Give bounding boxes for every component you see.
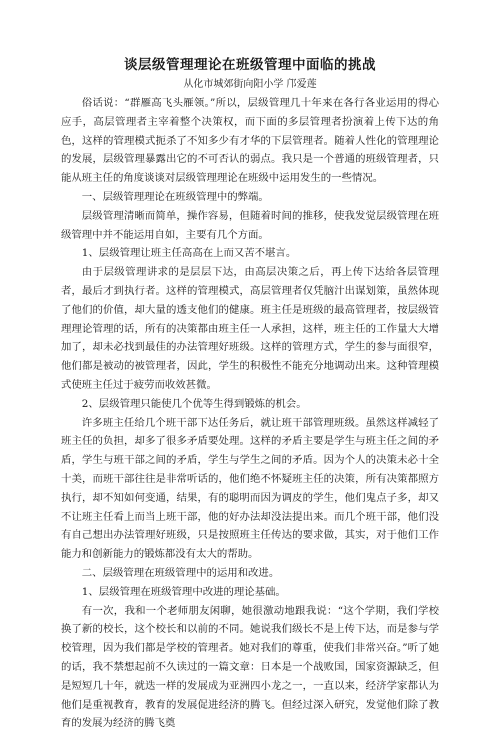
paragraph: 许多班主任给几个班干部下达任务后，就让班干部管理班级。虽然这样减轻了班主任的负担，却多了很多矛盾要处理。这样的矛盾主要是学生与班主任之间的矛盾，学生与班干部之间的矛盾，学生与学生之间的矛盾。因为个人的决策未必十全十美，而班干部往往是非常听话的，他们绝不怀疑班主任的决策，所有决策都照方执行，却不知如何变通，结果，有的聪明而因为调皮的学生，他们鬼点子多，却又不让班主任看上而当上班干部，他的好办法却没法提出来。而几个班干部，他们没有自己想出办法管理好班级，只是按照班主任传达的要求做，其实，对于他们工作能力和创新能力的锻炼都没有太大的帮助。 xyxy=(61,416,439,561)
paragraph: 层级管理清晰而简单，操作容易，但随着时间的推移，使我发觉层级管理在班级管理中并不能运用自如，主要有几个方面。 xyxy=(61,209,439,241)
paragraph: 有一次，我和一个老师朋友闲聊，她很激动地跟我说：“这个学期，我们学校换了新的校长，这个校长和以前的不同。她说我们级长不是上传下达，而是参与学校管理，因为我们都是学校的管理者。她对我们的尊重，使我们非常兴奋。”听了她的话，我不禁想起前不久读过的一篇文章：日本是一个战败国，国家资源缺乏，但是短短几十年，就迭一样的发展成为亚洲四小龙之一，一直以来，经济学家都认为他们是重视教育，教育的发展促进经济的腾飞。但经过深入研究，发觉他们除了教育的发展为经济的腾飞奠 xyxy=(61,604,439,730)
author-byline: 从化市城郊街向阳小学 邝爱莲 xyxy=(183,79,317,90)
document-page xyxy=(61,56,439,733)
document-title: 谈层级管理理论在班级管理中面临的挑战 xyxy=(124,57,376,73)
section-heading-2: 二、层级管理在班级管理中的运用和改进。 xyxy=(81,566,280,579)
subheading-1-1: 1、层级管理让班主任高高在上而又苦不堪言。 xyxy=(81,247,297,260)
paragraph-intro: 俗话说：“群雁高飞头雁领。”所以，层级管理几十年来在各行各业运用的得心应手，高层管理者主宰着整个决策权，而下面的多层管理者扮演着上传下达的角色，这样的管理模式扼杀了不知多少有才华的下层管理者。随着人性化的管理理论的发展，层级管理暴露出它的不可否认的弱点。我只是一个普通的班级管理者，只能从班主任的角度谈谈对层级管理理论在班级中运用发生的一些情况。 xyxy=(61,97,439,185)
paragraph: 由于层级管理讲求的是层层下达，由高层决策之后，再上传下达给各层管理者，最后才到执行者。这样的管理模式，高层管理者仅凭脑汁出谋划策，虽然体现了他们的价值，却大量的透支他们的健康。班主任是班级的最高管理者，按层级管理理论管理的话，所有的决策都由班主任一人承担，这样，班主任的工作量大大增加了，却未必找到最佳的办法管理好班级。这样的管理方式，学生的参与面很窄，他们都是被动的被管理者，因此，学生的积极性不能充分地调动出来。这种管理模式使班主任过于疲劳而收效甚微。 xyxy=(61,266,439,391)
subheading-1-2: 2、层级管理只能使几个优等生得到锻炼的机会。 xyxy=(81,397,307,410)
subheading-2-1: 1、层级管理在班级管理中改进的理论基础。 xyxy=(81,585,286,598)
section-heading-1: 一、层级管理理论在班级管理中的弊端。 xyxy=(81,190,269,203)
